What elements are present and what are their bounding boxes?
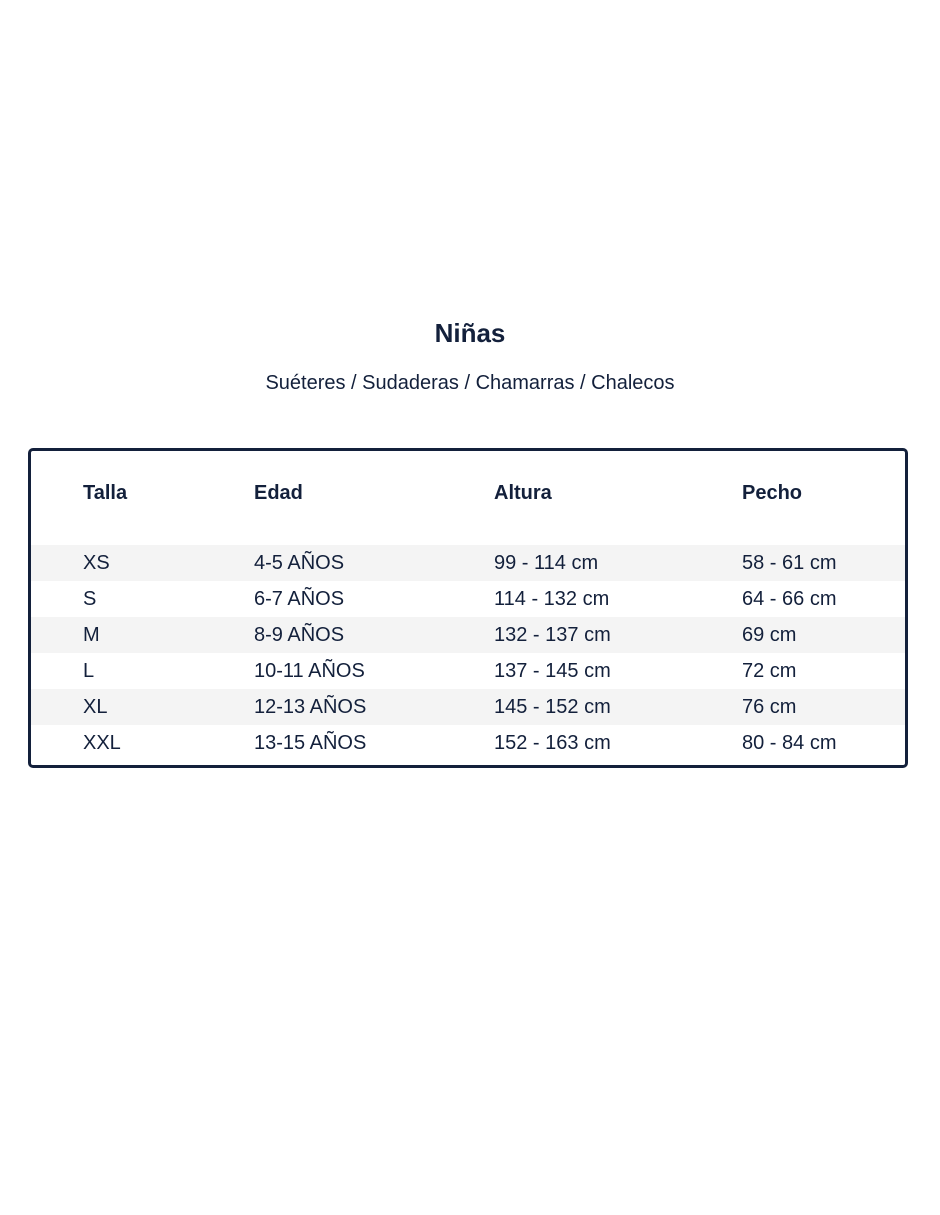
cell-pecho: 76 cm: [742, 696, 797, 718]
header-altura: Altura: [494, 482, 552, 504]
table-row: [31, 653, 905, 689]
cell-pecho: 64 - 66 cm: [742, 588, 837, 610]
table-row: [31, 545, 905, 581]
table-row: [31, 617, 905, 653]
cell-pecho: 72 cm: [742, 660, 797, 682]
cell-pecho: 80 - 84 cm: [742, 732, 837, 754]
table-row: [31, 689, 905, 725]
cell-altura: 137 - 145 cm: [494, 660, 611, 682]
table-row: [31, 725, 905, 761]
cell-talla: S: [83, 588, 97, 610]
cell-altura: 99 - 114 cm: [494, 552, 599, 574]
cell-talla: XL: [83, 696, 108, 718]
cell-talla: XXL: [83, 732, 121, 754]
cell-edad: 6-7 AÑOS: [254, 588, 345, 610]
header-talla: Talla: [83, 482, 128, 504]
cell-altura: 132 - 137 cm: [494, 624, 611, 646]
cell-edad: 13-15 AÑOS: [254, 732, 367, 754]
cell-pecho: 69 cm: [742, 624, 797, 646]
table-body: [31, 545, 905, 761]
page-subtitle: Suéteres / Sudaderas / Chamarras / Chalecos: [265, 372, 675, 394]
cell-talla: XS: [83, 552, 110, 574]
cell-edad: 4-5 AÑOS: [254, 552, 345, 574]
header-edad: Edad: [254, 482, 303, 504]
cell-edad: 12-13 AÑOS: [254, 696, 367, 718]
cell-altura: 145 - 152 cm: [494, 696, 611, 718]
cell-talla: M: [83, 624, 100, 646]
table-header-row: [31, 451, 905, 547]
size-chart-table: [28, 448, 908, 768]
header-pecho: Pecho: [742, 482, 803, 504]
cell-altura: 114 - 132 cm: [494, 588, 610, 610]
cell-altura: 152 - 163 cm: [494, 732, 611, 754]
cell-talla: L: [83, 660, 95, 682]
cell-edad: 10-11 AÑOS: [254, 660, 365, 682]
cell-pecho: 58 - 61 cm: [742, 552, 837, 574]
table-row: [31, 581, 905, 617]
cell-edad: 8-9 AÑOS: [254, 624, 345, 646]
page-title: Niñas: [434, 318, 506, 348]
